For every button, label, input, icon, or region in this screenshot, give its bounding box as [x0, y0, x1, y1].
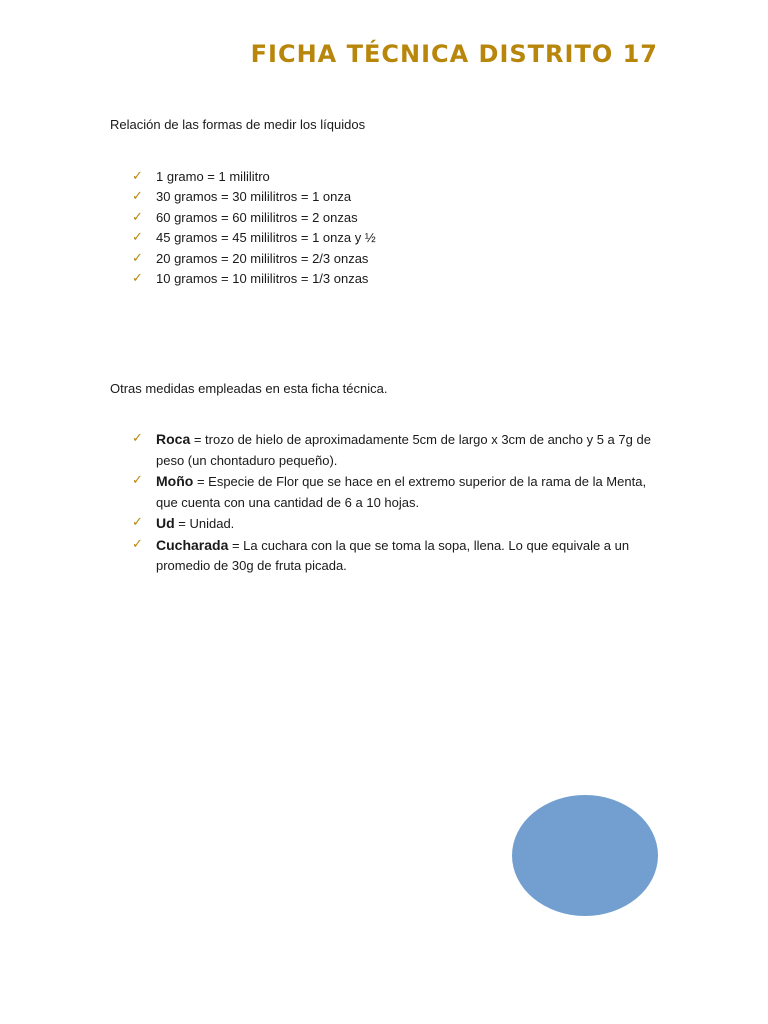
definition-cucharada: = La cuchara con la que se toma la sopa, llena. Lo que equivale a un promedio de 30g de fruta picada.	[156, 537, 630, 573]
check-mark-icon: ✓	[132, 230, 143, 246]
other-measures-list	[130, 429, 660, 577]
check-mark-icon: ✓	[132, 431, 143, 446]
list-item	[130, 228, 660, 248]
list-item	[130, 167, 660, 187]
list-item-text: 45 gramos = 45 mililitros = 1 onza y ½	[156, 230, 376, 246]
list-item	[130, 535, 660, 577]
list-item-text: 1 gramo = 1 mililitro	[156, 169, 270, 184]
list-item	[130, 269, 660, 289]
check-mark-icon: ✓	[132, 270, 143, 286]
list-item	[130, 187, 660, 207]
list-item	[130, 208, 660, 228]
check-mark-icon: ✓	[132, 515, 143, 530]
check-mark-icon: ✓	[132, 169, 143, 184]
check-mark-icon: ✓	[132, 250, 143, 266]
check-mark-icon: ✓	[132, 473, 143, 488]
list-item	[130, 249, 660, 269]
term-ud: Ud	[156, 515, 175, 531]
section-2-intro: Otras medidas empleadas en esta ficha técnica.	[110, 381, 388, 396]
list-item	[130, 429, 660, 471]
list-item-text: 60 gramos = 60 mililitros = 2 onzas	[156, 209, 358, 225]
check-mark-icon: ✓	[132, 189, 143, 205]
term-roca: Roca	[156, 431, 191, 447]
definition-roca: = trozo de hielo de aproximadamente 5cm de largo x 3cm de ancho y 5 a 7g de peso (un chontaduro pequeño).	[156, 432, 651, 468]
term-cucharada: Cucharada	[156, 536, 229, 553]
term-mono: Moño	[156, 473, 194, 489]
page-title: FICHA TÉCNICA DISTRITO 17	[250, 40, 658, 68]
list-item-text: 10 gramos = 10 mililitros = 1/3 onzas	[156, 270, 369, 286]
liquid-measures-list	[130, 167, 660, 289]
list-item-text: 20 gramos = 20 mililitros = 2/3 onzas	[156, 250, 369, 266]
list-item	[130, 471, 660, 513]
definition-mono: = Especie de Flor que se hace en el extremo superior de la rama de la Menta, que cuenta con una cantidad de 6 a 10 hojas.	[156, 474, 647, 510]
definition-ud: = Unidad.	[174, 516, 235, 531]
section-1-intro: Relación de las formas de medir los líquidos	[110, 117, 366, 132]
list-item	[130, 513, 660, 535]
list-item-text: 30 gramos = 30 mililitros = 1 onza	[156, 189, 352, 205]
check-mark-icon: ✓	[132, 536, 143, 552]
decorative-ellipse	[512, 795, 658, 916]
check-mark-icon: ✓	[132, 209, 143, 225]
